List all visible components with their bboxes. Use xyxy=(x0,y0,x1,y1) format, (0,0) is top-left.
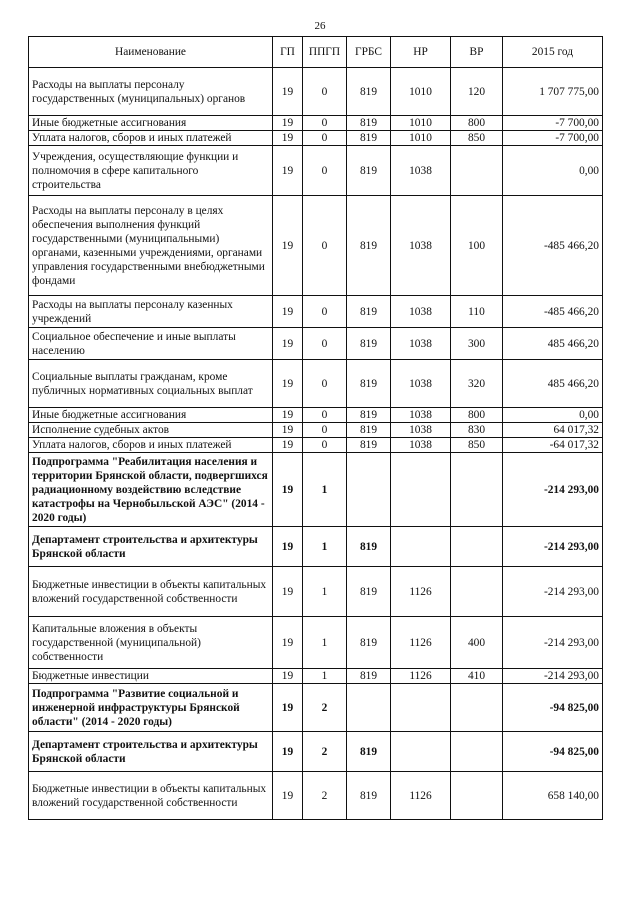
row-vr-cell: 400 xyxy=(451,617,503,669)
row-nr-cell: 1010 xyxy=(391,68,451,116)
row-nr-cell: 1038 xyxy=(391,438,451,453)
row-gp-cell: 19 xyxy=(273,146,303,196)
row-ppgp-cell: 0 xyxy=(303,423,347,438)
row-name-cell: Капитальные вложения в объекты государственной (муниципальной) собственности xyxy=(29,617,273,669)
row-ppgp-cell: 2 xyxy=(303,772,347,820)
row-name-cell: Социальные выплаты гражданам, кроме публичных нормативных социальных выплат xyxy=(29,360,273,408)
row-name-cell: Иные бюджетные ассигнования xyxy=(29,408,273,423)
row-grbs-cell: 819 xyxy=(347,131,391,146)
row-gp-cell: 19 xyxy=(273,669,303,684)
row-amount-cell: 485 466,20 xyxy=(503,328,603,360)
row-ppgp-cell: 0 xyxy=(303,131,347,146)
row-gp-cell: 19 xyxy=(273,116,303,131)
row-ppgp-cell: 1 xyxy=(303,453,347,527)
table-row xyxy=(29,328,603,360)
row-nr-cell xyxy=(391,732,451,772)
row-amount-cell: 64 017,32 xyxy=(503,423,603,438)
table-header-row xyxy=(29,37,603,68)
row-gp-cell: 19 xyxy=(273,453,303,527)
row-name-cell: Учреждения, осуществляющие функции и полномочия в сфере капитального строительства xyxy=(29,146,273,196)
table-body xyxy=(29,68,603,820)
row-amount-cell: 0,00 xyxy=(503,408,603,423)
row-ppgp-cell: 1 xyxy=(303,617,347,669)
row-grbs-cell: 819 xyxy=(347,772,391,820)
row-ppgp-cell: 0 xyxy=(303,196,347,296)
column-header-name: Наименование xyxy=(29,37,273,68)
table-row xyxy=(29,453,603,527)
row-gp-cell: 19 xyxy=(273,423,303,438)
row-name-cell: Иные бюджетные ассигнования xyxy=(29,116,273,131)
row-amount-cell: -94 825,00 xyxy=(503,684,603,732)
row-grbs-cell: 819 xyxy=(347,146,391,196)
row-ppgp-cell: 2 xyxy=(303,684,347,732)
row-grbs-cell: 819 xyxy=(347,296,391,328)
column-header-vr: ВР xyxy=(451,37,503,68)
row-vr-cell xyxy=(451,453,503,527)
table-row xyxy=(29,408,603,423)
row-vr-cell: 300 xyxy=(451,328,503,360)
row-gp-cell: 19 xyxy=(273,131,303,146)
row-nr-cell: 1010 xyxy=(391,116,451,131)
table-row xyxy=(29,669,603,684)
row-name-cell: Бюджетные инвестиции в объекты капитальных вложений государственной собственности xyxy=(29,567,273,617)
row-nr-cell: 1038 xyxy=(391,360,451,408)
row-vr-cell: 800 xyxy=(451,116,503,131)
row-nr-cell: 1038 xyxy=(391,408,451,423)
row-grbs-cell: 819 xyxy=(347,408,391,423)
row-amount-cell: -214 293,00 xyxy=(503,453,603,527)
row-grbs-cell: 819 xyxy=(347,328,391,360)
table-row xyxy=(29,146,603,196)
row-amount-cell: -7 700,00 xyxy=(503,116,603,131)
table-row xyxy=(29,296,603,328)
column-header-year: 2015 год xyxy=(503,37,603,68)
column-header-ppgp: ППГП xyxy=(303,37,347,68)
row-gp-cell: 19 xyxy=(273,328,303,360)
row-amount-cell: -94 825,00 xyxy=(503,732,603,772)
row-amount-cell: -214 293,00 xyxy=(503,617,603,669)
row-gp-cell: 19 xyxy=(273,438,303,453)
column-header-gp: ГП xyxy=(273,37,303,68)
row-amount-cell: 658 140,00 xyxy=(503,772,603,820)
row-ppgp-cell: 0 xyxy=(303,360,347,408)
table-row xyxy=(29,196,603,296)
row-nr-cell: 1038 xyxy=(391,196,451,296)
row-ppgp-cell: 1 xyxy=(303,669,347,684)
row-amount-cell: -7 700,00 xyxy=(503,131,603,146)
row-grbs-cell: 819 xyxy=(347,732,391,772)
row-vr-cell: 850 xyxy=(451,438,503,453)
row-amount-cell: -485 466,20 xyxy=(503,296,603,328)
row-amount-cell: 485 466,20 xyxy=(503,360,603,408)
budget-table xyxy=(28,36,603,820)
row-name-cell: Социальное обеспечение и иные выплаты населению xyxy=(29,328,273,360)
row-nr-cell xyxy=(391,527,451,567)
column-header-grbs: ГРБС xyxy=(347,37,391,68)
row-vr-cell xyxy=(451,146,503,196)
row-vr-cell: 410 xyxy=(451,669,503,684)
row-amount-cell: 1 707 775,00 xyxy=(503,68,603,116)
row-name-cell: Бюджетные инвестиции в объекты капитальных вложений государственной собственности xyxy=(29,772,273,820)
row-amount-cell: 0,00 xyxy=(503,146,603,196)
row-grbs-cell: 819 xyxy=(347,567,391,617)
table-row xyxy=(29,438,603,453)
row-ppgp-cell: 0 xyxy=(303,328,347,360)
table-row xyxy=(29,527,603,567)
row-amount-cell: -214 293,00 xyxy=(503,527,603,567)
row-vr-cell: 320 xyxy=(451,360,503,408)
row-nr-cell: 1038 xyxy=(391,296,451,328)
row-name-cell: Бюджетные инвестиции xyxy=(29,669,273,684)
row-nr-cell: 1038 xyxy=(391,423,451,438)
row-amount-cell: -214 293,00 xyxy=(503,669,603,684)
table-row xyxy=(29,772,603,820)
table-row xyxy=(29,360,603,408)
row-vr-cell: 100 xyxy=(451,196,503,296)
row-grbs-cell xyxy=(347,684,391,732)
row-nr-cell: 1126 xyxy=(391,772,451,820)
row-nr-cell: 1038 xyxy=(391,328,451,360)
table-row xyxy=(29,684,603,732)
row-grbs-cell: 819 xyxy=(347,438,391,453)
row-gp-cell: 19 xyxy=(273,732,303,772)
row-gp-cell: 19 xyxy=(273,567,303,617)
row-nr-cell: 1126 xyxy=(391,669,451,684)
row-gp-cell: 19 xyxy=(273,360,303,408)
table-row xyxy=(29,68,603,116)
row-name-cell: Департамент строительства и архитектуры Брянской области xyxy=(29,732,273,772)
row-vr-cell xyxy=(451,732,503,772)
row-name-cell: Подпрограмма "Развитие социальной и инженерной инфраструктуры Брянской области" (2014 - 2020 годы) xyxy=(29,684,273,732)
row-gp-cell: 19 xyxy=(273,527,303,567)
row-grbs-cell xyxy=(347,453,391,527)
page-number: 26 xyxy=(314,20,326,32)
row-gp-cell: 19 xyxy=(273,196,303,296)
row-name-cell: Уплата налогов, сборов и иных платежей xyxy=(29,131,273,146)
row-grbs-cell: 819 xyxy=(347,360,391,408)
row-nr-cell: 1038 xyxy=(391,146,451,196)
table-row xyxy=(29,131,603,146)
row-ppgp-cell: 1 xyxy=(303,527,347,567)
row-ppgp-cell: 0 xyxy=(303,116,347,131)
row-grbs-cell: 819 xyxy=(347,116,391,131)
row-gp-cell: 19 xyxy=(273,684,303,732)
row-vr-cell: 850 xyxy=(451,131,503,146)
row-vr-cell: 830 xyxy=(451,423,503,438)
row-name-cell: Исполнение судебных актов xyxy=(29,423,273,438)
row-amount-cell: -64 017,32 xyxy=(503,438,603,453)
row-grbs-cell: 819 xyxy=(347,669,391,684)
row-gp-cell: 19 xyxy=(273,408,303,423)
row-ppgp-cell: 1 xyxy=(303,567,347,617)
row-vr-cell xyxy=(451,567,503,617)
row-name-cell: Расходы на выплаты персоналу в целях обеспечения выполнения функций государственными (муниципальными) органами, казенными учреждениями, органами управления государственными внебюджетными фондами xyxy=(29,196,273,296)
row-vr-cell: 120 xyxy=(451,68,503,116)
row-grbs-cell: 819 xyxy=(347,68,391,116)
row-gp-cell: 19 xyxy=(273,772,303,820)
table-row xyxy=(29,423,603,438)
row-amount-cell: -214 293,00 xyxy=(503,567,603,617)
row-nr-cell: 1126 xyxy=(391,567,451,617)
row-ppgp-cell: 0 xyxy=(303,438,347,453)
row-grbs-cell: 819 xyxy=(347,423,391,438)
row-grbs-cell: 819 xyxy=(347,527,391,567)
row-nr-cell xyxy=(391,684,451,732)
row-ppgp-cell: 0 xyxy=(303,68,347,116)
row-vr-cell: 110 xyxy=(451,296,503,328)
row-nr-cell: 1010 xyxy=(391,131,451,146)
row-gp-cell: 19 xyxy=(273,617,303,669)
row-gp-cell: 19 xyxy=(273,296,303,328)
column-header-nr: НР xyxy=(391,37,451,68)
row-amount-cell: -485 466,20 xyxy=(503,196,603,296)
row-name-cell: Подпрограмма "Реабилитация населения и территории Брянской области, подвергшихся радиационному воздействию вследствие катастрофы на Чернобыльской АЭС" (2014 - 2020 годы) xyxy=(29,453,273,527)
table-row xyxy=(29,116,603,131)
row-vr-cell xyxy=(451,772,503,820)
row-ppgp-cell: 0 xyxy=(303,296,347,328)
row-name-cell: Уплата налогов, сборов и иных платежей xyxy=(29,438,273,453)
row-vr-cell: 800 xyxy=(451,408,503,423)
row-ppgp-cell: 0 xyxy=(303,408,347,423)
row-ppgp-cell: 0 xyxy=(303,146,347,196)
row-ppgp-cell: 2 xyxy=(303,732,347,772)
table-row xyxy=(29,617,603,669)
table-row xyxy=(29,732,603,772)
table-row xyxy=(29,567,603,617)
row-nr-cell xyxy=(391,453,451,527)
row-vr-cell xyxy=(451,527,503,567)
row-name-cell: Расходы на выплаты персоналу государственных (муниципальных) органов xyxy=(29,68,273,116)
row-name-cell: Департамент строительства и архитектуры Брянской области xyxy=(29,527,273,567)
row-grbs-cell: 819 xyxy=(347,196,391,296)
row-gp-cell: 19 xyxy=(273,68,303,116)
row-nr-cell: 1126 xyxy=(391,617,451,669)
row-name-cell: Расходы на выплаты персоналу казенных учреждений xyxy=(29,296,273,328)
row-vr-cell xyxy=(451,684,503,732)
row-grbs-cell: 819 xyxy=(347,617,391,669)
